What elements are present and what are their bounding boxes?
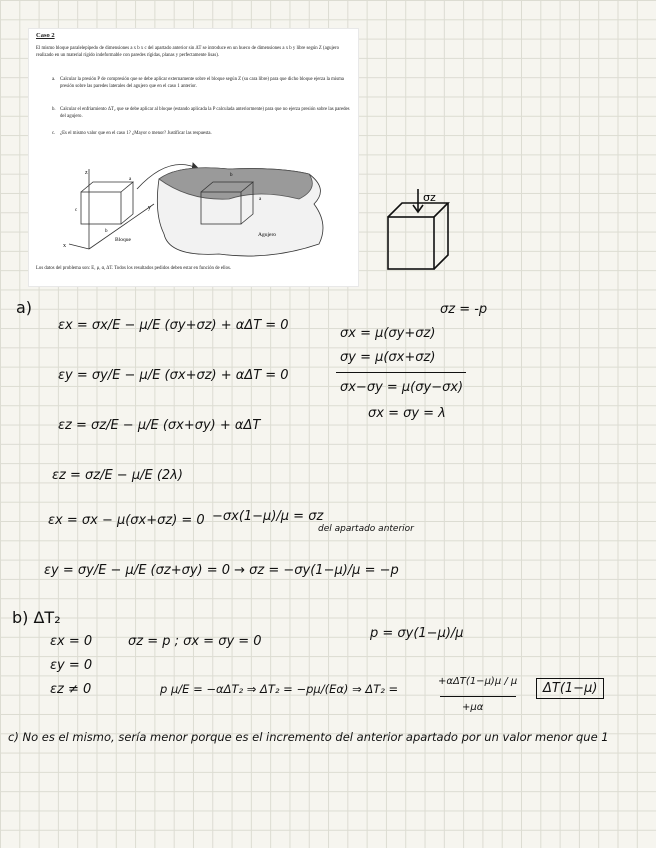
problem-sheet	[29, 29, 358, 286]
eq-r3: σx−σy = μ(σy−σx)	[340, 380, 464, 395]
eq-r4: σx = σy = λ	[368, 406, 446, 421]
eq-ez2: εz = σz/E − μ/E (2λ)	[52, 468, 183, 483]
part-b-label: b) ΔT₂	[12, 608, 61, 627]
eq-b1-result: σz = p ; σx = σy = 0	[128, 634, 262, 649]
hand-cube-side	[434, 203, 448, 269]
eq-b-frac-den: +μα	[462, 702, 484, 713]
hole-dim-a-label: a	[259, 197, 262, 202]
eq-b2: εy = 0	[50, 658, 93, 673]
eq-r1: σx = μ(σy+σz)	[340, 326, 436, 341]
eq-p-def: p = σy(1−μ)/μ	[370, 626, 464, 641]
item-a-label: a.	[52, 77, 56, 82]
eq-ex2-result: −σx(1−μ)/μ = σz	[212, 509, 324, 524]
eq-b-frac-num: +αΔT(1−μ)μ / μ	[438, 676, 518, 687]
block-figure	[29, 29, 358, 286]
eq-b3: εz ≠ 0	[50, 682, 92, 697]
sum-line	[336, 372, 466, 373]
problem-intro: El mismo bloque paralelepípedo de dimensiones a x b x c del apartado anterior sin ΔT se introduce en un hueco de dimensiones a x b y libre según Z (agujero realizado en un material rígido indeformable con paredes rígidas, planas y perfectamente lisas).	[36, 46, 339, 58]
part-a-label: a)	[16, 298, 33, 317]
part-c-answer: c) No es el mismo, sería menor porque es el incremento del anterior apartado por un valor menor que 1	[8, 730, 609, 744]
dim-b-label: b	[105, 229, 108, 234]
eq-ex: εx = σx/E − μ/E (σy+σz) + αΔT = 0	[58, 318, 289, 333]
dim-c-label: c	[75, 208, 78, 213]
block-side-face	[121, 182, 133, 224]
problem-footer: Los datos del problema son: E, μ, α, ΔT. Todos los resultados pedidos deben estar en función de ellos.	[36, 266, 232, 271]
ref-note: del apartado anterior	[318, 524, 414, 534]
cube-sigma-label: σz	[423, 191, 436, 204]
hand-cube-front	[388, 217, 434, 269]
result-box: ΔT(1−μ)	[536, 678, 604, 699]
block-front-face	[81, 192, 121, 224]
axis-z-label: z	[85, 170, 88, 176]
item-c-text: ¿Es el mismo valor que en el caso 1? ¿Mayor o menor? Justificar las respuesta.	[60, 131, 212, 136]
frac-line	[440, 696, 516, 697]
dim-a-label: a	[129, 177, 132, 182]
hand-cube	[380, 185, 460, 275]
bloque-label: Bloque	[115, 237, 131, 243]
item-b-label: b.	[52, 107, 56, 112]
eq-ez: εz = σz/E − μ/E (σx+σy) + αΔT	[58, 418, 261, 433]
sz-eq-p: σz = -p	[440, 302, 488, 317]
eq-ey: εy = σy/E − μ/E (σx+σz) + αΔT = 0	[58, 368, 289, 383]
eq-b1: εx = 0	[50, 634, 93, 649]
item-c-label: c.	[52, 131, 56, 136]
axis-y-label: y	[148, 205, 151, 211]
axis-x-label: x	[63, 243, 66, 249]
axis-x-line	[69, 244, 89, 249]
eq-ex2: εx = σx − μ(σx+σz) = 0	[48, 513, 205, 528]
agujero-label: Agujero	[258, 232, 277, 238]
eq-ey2: εy = σy/E − μ/E (σz+σy) = 0 → σz = −σy(1−μ)/μ = −p	[44, 563, 399, 578]
case-title: Caso 2	[36, 32, 55, 39]
eq-b-main: p μ/E = −αΔT₂ ⇒ ΔT₂ = −pμ/(Eα) ⇒ ΔT₂ =	[160, 682, 399, 696]
hole-dim-b-label: b	[230, 173, 233, 178]
item-a-text: Calcular la presión P de compresión que se debe aplicar externamente sobre el bloque según Z (su cara libre) para que dicho bloque ejerza la misma presión sobre las paredes laterales del agujero que en el caso 1 anterior.	[60, 77, 344, 89]
eq-r2: σy = μ(σx+σz)	[340, 350, 436, 365]
item-b-text: Calcular el enfriamiento ΔT₂ que se debe aplicar al bloque (estando aplicada la P calculada anteriormente) para que no ejerza presión sobre las paredes del agujero.	[60, 107, 350, 119]
